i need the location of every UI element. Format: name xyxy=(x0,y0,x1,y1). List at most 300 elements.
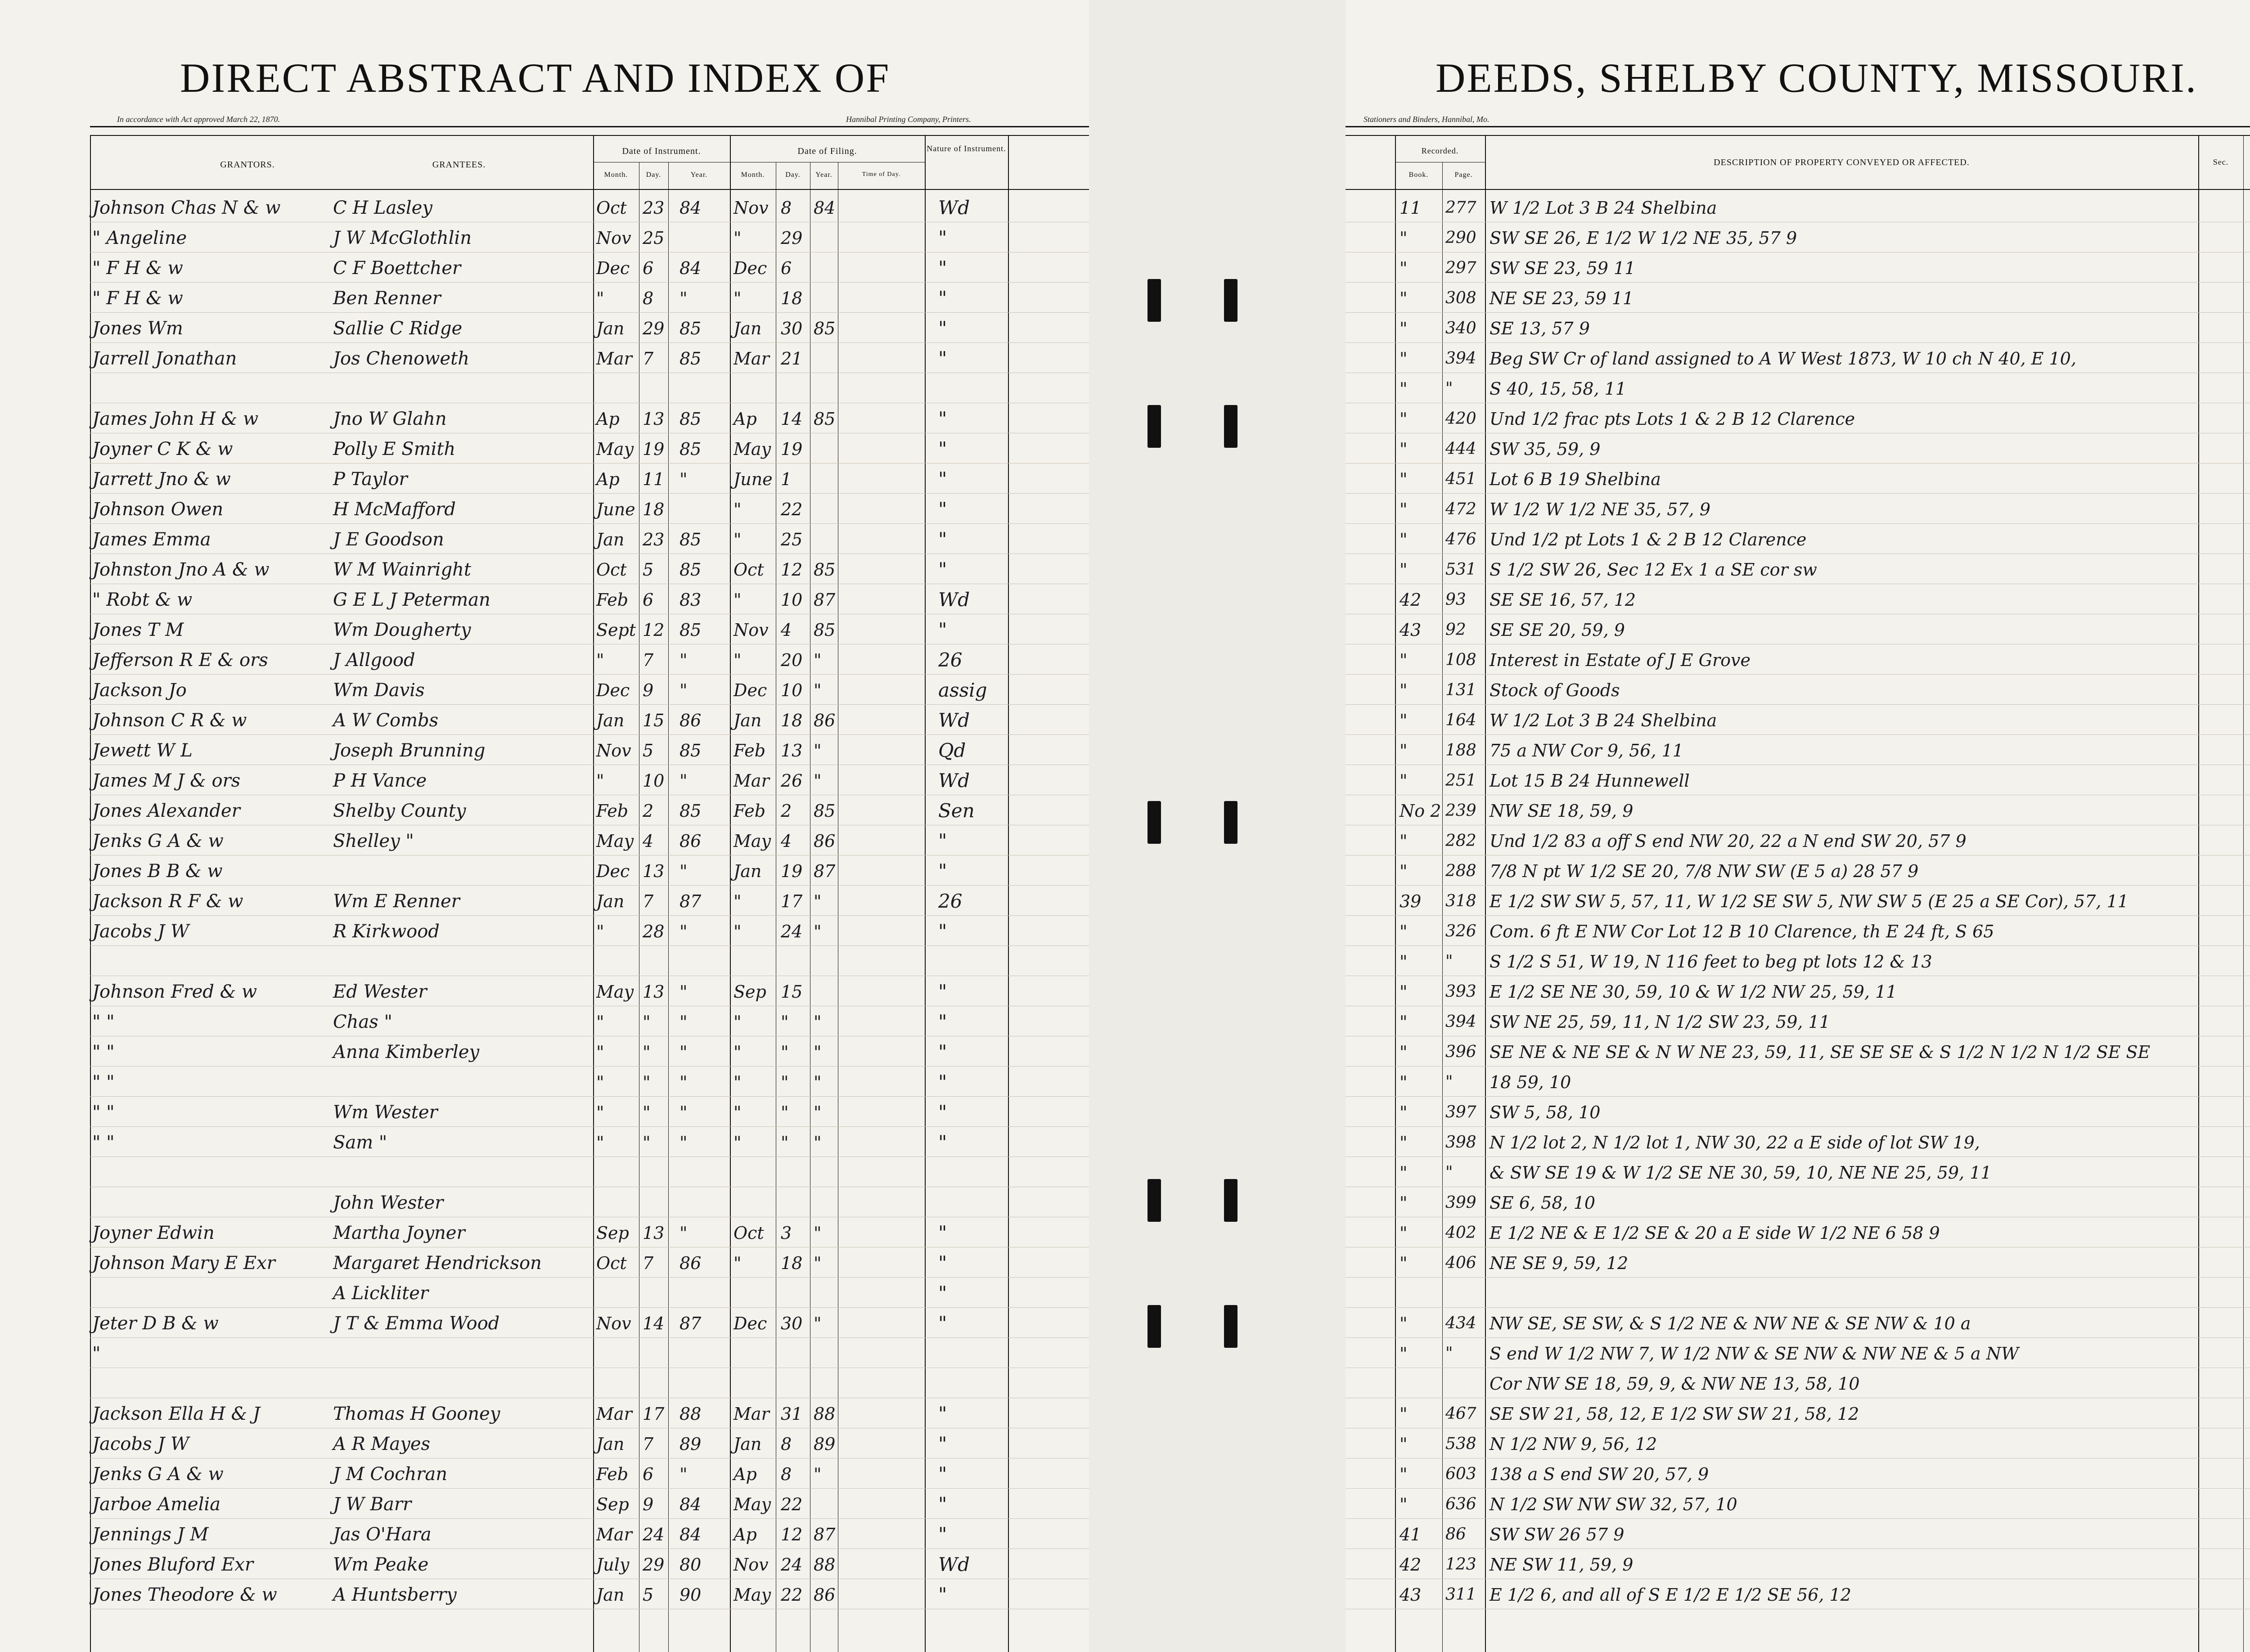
instrument-year-cell: " xyxy=(680,469,688,489)
page-cell: " xyxy=(1445,1073,1453,1091)
filing-day-cell: 2 xyxy=(781,801,792,821)
filing-month-cell: Jan xyxy=(734,1434,762,1454)
nature-cell: " xyxy=(938,1463,947,1485)
instrument-year-cell: " xyxy=(680,771,688,791)
grantor-cell: Johnson Chas N & w xyxy=(92,198,281,218)
instrument-year-cell: 85 xyxy=(680,530,702,549)
instrument-year-cell: 84 xyxy=(680,1494,702,1514)
book-cell: " xyxy=(1400,409,1408,429)
grantor-cell: James John H & w xyxy=(92,409,259,429)
instrument-month-cell: Oct xyxy=(596,1253,627,1273)
filing-month-cell: " xyxy=(734,922,742,941)
instrument-day-cell: 29 xyxy=(643,319,665,338)
instrument-year-cell: 84 xyxy=(680,198,702,218)
instrument-year-cell: " xyxy=(680,1072,688,1092)
filing-day-cell: 8 xyxy=(781,1434,792,1454)
instrument-day-cell: " xyxy=(643,1042,651,1062)
book-cell: " xyxy=(1400,1103,1408,1122)
page-cell: 538 xyxy=(1445,1435,1476,1453)
book-cell: No 2 xyxy=(1400,801,1441,821)
description-cell: N 1/2 lot 2, N 1/2 lot 1, NW 30, 22 a E side of lot SW 19, xyxy=(1490,1133,1980,1152)
page-cell: 340 xyxy=(1445,319,1476,338)
book-cell: " xyxy=(1400,469,1408,489)
filing-month-cell: Nov xyxy=(734,620,769,640)
nature-cell: " xyxy=(938,558,947,581)
filing-month-cell: Mar xyxy=(734,771,770,791)
page-cell: 326 xyxy=(1445,922,1476,941)
filing-month-cell: Jan xyxy=(734,319,762,338)
description-cell: SE 6, 58, 10 xyxy=(1490,1193,1596,1213)
grantor-cell: Joyner Edwin xyxy=(92,1223,215,1243)
instrument-year-cell: 87 xyxy=(680,891,702,911)
grantee-cell: Wm Peake xyxy=(333,1554,429,1575)
book-cell: 43 xyxy=(1400,620,1422,640)
filing-day-cell: " xyxy=(781,1072,789,1092)
instrument-day-cell: " xyxy=(643,1012,651,1032)
instrument-month-cell: Jan xyxy=(596,1434,625,1454)
page-cell: 93 xyxy=(1445,590,1466,609)
instrument-year-cell: 85 xyxy=(680,801,702,821)
filing-month-cell: Dec xyxy=(734,680,767,700)
page-cell: 308 xyxy=(1445,289,1476,307)
instrument-month-cell: Sep xyxy=(596,1223,629,1243)
instrument-day-cell: 13 xyxy=(643,1223,665,1243)
table-row xyxy=(1346,1520,2250,1549)
book-cell: " xyxy=(1400,771,1408,791)
table-row xyxy=(1346,1219,2250,1247)
instrument-day-cell: 7 xyxy=(643,349,654,369)
filing-day-cell: 19 xyxy=(781,439,803,459)
instrument-month-cell: July xyxy=(596,1555,630,1575)
book-gutter xyxy=(1089,0,1346,1652)
description-cell: 138 a S end SW 20, 57, 9 xyxy=(1490,1464,1709,1484)
table-row xyxy=(0,1279,1089,1308)
recorded-header: Recorded. xyxy=(1421,146,1459,155)
grantee-cell: J W Barr xyxy=(333,1494,412,1515)
table-row xyxy=(1346,797,2250,825)
instrument-year-cell: 86 xyxy=(680,831,702,851)
table-row xyxy=(0,555,1089,584)
table-row xyxy=(1346,1128,2250,1157)
grantee-cell: Shelley " xyxy=(333,831,414,851)
page-cell: 394 xyxy=(1445,349,1476,368)
description-cell: SE SE 20, 59, 9 xyxy=(1490,620,1625,640)
table-row xyxy=(0,887,1089,916)
nature-cell: 26 xyxy=(938,890,963,912)
filing-day-cell: 22 xyxy=(781,1494,803,1514)
book-cell: 41 xyxy=(1400,1525,1422,1544)
table-row xyxy=(0,374,1089,403)
book-cell: " xyxy=(1400,952,1408,972)
filing-day-cell: 6 xyxy=(781,258,792,278)
table-row xyxy=(1346,917,2250,946)
grantor-cell: " " xyxy=(92,1102,115,1123)
filing-day-cell: " xyxy=(781,1012,789,1032)
instrument-day-cell: 19 xyxy=(643,439,665,459)
grantor-cell: " " xyxy=(92,1012,115,1032)
page-cell: 397 xyxy=(1445,1103,1476,1121)
grantor-cell: " F H & w xyxy=(92,258,183,279)
page-cell: 188 xyxy=(1445,741,1476,760)
grantee-cell: C F Boettcher xyxy=(333,258,461,279)
grantor-cell: James M J & ors xyxy=(92,770,241,791)
book-cell: " xyxy=(1400,1344,1408,1364)
book-cell: " xyxy=(1400,1042,1408,1062)
book-cell: 42 xyxy=(1400,590,1422,610)
nature-cell: " xyxy=(938,860,947,882)
description-cell: W 1/2 W 1/2 NE 35, 57, 9 xyxy=(1490,500,1711,519)
page-cell: 277 xyxy=(1445,198,1476,217)
grantor-cell: Jennings J M xyxy=(92,1524,209,1545)
book-cell: " xyxy=(1400,439,1408,459)
book-cell: " xyxy=(1400,1253,1408,1273)
filing-year-cell: 89 xyxy=(814,1434,836,1454)
book-cell: " xyxy=(1400,1314,1408,1333)
table-row xyxy=(0,977,1089,1006)
instrument-day-cell: 17 xyxy=(643,1404,665,1424)
description-cell: 7/8 N pt W 1/2 SE 20, 7/8 NW SW (E 5 a) 28 57 9 xyxy=(1490,861,1919,881)
page-cell: 311 xyxy=(1445,1585,1476,1604)
nature-cell: " xyxy=(938,981,947,1003)
instrument-year-cell: 85 xyxy=(680,319,702,338)
book-cell: " xyxy=(1400,258,1408,278)
description-cell: E 1/2 6, and all of S E 1/2 E 1/2 SE 56, 12 xyxy=(1490,1585,1851,1605)
description-cell: SW SE 26, E 1/2 W 1/2 NE 35, 57 9 xyxy=(1490,228,1797,248)
filing-day-cell: 8 xyxy=(781,198,792,218)
instrument-day-cell: 4 xyxy=(643,831,654,851)
page-cell: 92 xyxy=(1445,621,1466,639)
page-cell: 402 xyxy=(1445,1224,1476,1242)
filing-day-cell: 30 xyxy=(781,319,803,338)
description-header: DESCRIPTION OF PROPERTY CONVEYED OR AFFECTED. xyxy=(1714,158,1970,167)
page-cell: 398 xyxy=(1445,1133,1476,1152)
table-row xyxy=(1346,947,2250,976)
instrument-month-cell: Sep xyxy=(596,1494,629,1514)
book-cell: " xyxy=(1400,319,1408,338)
instrument-day-cell: 23 xyxy=(643,198,665,218)
instrument-year-cell: 86 xyxy=(680,711,702,730)
grantee-cell: J M Cochran xyxy=(333,1464,448,1485)
table-row xyxy=(1346,616,2250,644)
instrument-day-cell: 10 xyxy=(643,771,665,791)
book-cell: " xyxy=(1400,379,1408,399)
book-cell: 39 xyxy=(1400,891,1422,911)
page-cell: 531 xyxy=(1445,560,1476,579)
grantee-cell: P Taylor xyxy=(333,469,408,490)
instrument-month-cell: Nov xyxy=(596,741,631,761)
filing-day-cell: 12 xyxy=(781,560,803,580)
filing-day-cell: 31 xyxy=(781,1404,803,1424)
nature-cell: " xyxy=(938,1101,947,1123)
grantee-cell: W M Wainright xyxy=(333,559,471,580)
grantee-cell: Chas " xyxy=(333,1012,392,1032)
book-cell: " xyxy=(1400,349,1408,369)
filing-year-cell: " xyxy=(814,680,822,700)
instrument-day-cell: 9 xyxy=(643,1494,654,1514)
grantee-cell: Martha Joyner xyxy=(333,1223,465,1243)
table-row xyxy=(0,917,1089,946)
instrument-year-cell: 84 xyxy=(680,1525,702,1544)
filing-month-cell: Jan xyxy=(734,861,762,881)
table-row xyxy=(1346,857,2250,886)
instrument-year-cell: 85 xyxy=(680,439,702,459)
page-cell: 282 xyxy=(1445,832,1476,850)
page-cell: 251 xyxy=(1445,771,1476,790)
filing-day-cell: 3 xyxy=(781,1223,792,1243)
grantor-cell: Jenks G A & w xyxy=(92,1464,224,1485)
table-row xyxy=(1346,374,2250,403)
description-cell: Com. 6 ft E NW Cor Lot 12 B 10 Clarence, th E 24 ft, S 65 xyxy=(1490,922,1994,941)
instrument-month-cell: Mar xyxy=(596,1525,632,1544)
nature-cell: " xyxy=(938,287,947,309)
description-cell: NW SE 18, 59, 9 xyxy=(1490,801,1634,821)
table-row xyxy=(0,1188,1089,1217)
instrument-month-cell: May xyxy=(596,439,634,459)
inst-day-header: Day. xyxy=(646,171,662,179)
filing-day-cell: 29 xyxy=(781,228,803,248)
instrument-year-cell: 86 xyxy=(680,1253,702,1273)
page-cell: 472 xyxy=(1445,500,1476,518)
filing-year-cell: 87 xyxy=(814,861,836,881)
table-row xyxy=(1346,646,2250,675)
filing-year-cell: 85 xyxy=(814,409,836,429)
filing-day-cell: 1 xyxy=(781,469,792,489)
sec-header: Sec. xyxy=(2213,158,2229,167)
filing-year-cell: 85 xyxy=(814,560,836,580)
book-cell: " xyxy=(1400,560,1408,580)
grantor-cell: Jones Theodore & w xyxy=(92,1584,277,1605)
instrument-month-cell: Nov xyxy=(596,228,631,248)
description-cell: SW 35, 59, 9 xyxy=(1490,439,1601,459)
table-row xyxy=(1346,1400,2250,1428)
instrument-year-cell: " xyxy=(680,1223,688,1243)
description-cell: S end W 1/2 NW 7, W 1/2 NW & SE NW & NW NE & 5 a NW xyxy=(1490,1344,2019,1364)
filing-month-cell: " xyxy=(734,650,742,670)
instrument-month-cell: Jan xyxy=(596,711,625,730)
instrument-year-cell: " xyxy=(680,922,688,941)
table-row xyxy=(0,465,1089,494)
table-row xyxy=(0,1158,1089,1187)
instrument-month-cell: Dec xyxy=(596,258,630,278)
grantees-header: GRANTEES. xyxy=(432,160,486,170)
description-cell: SW NE 25, 59, 11, N 1/2 SW 23, 59, 11 xyxy=(1490,1012,1830,1032)
filing-year-cell: " xyxy=(814,1464,822,1484)
date-instrument-header: Date of Instrument. xyxy=(622,146,701,156)
filing-day-cell: 19 xyxy=(781,861,803,881)
nature-cell: " xyxy=(938,1011,947,1033)
table-row xyxy=(1346,1309,2250,1338)
grantor-cell: Jarrett Jno & w xyxy=(92,469,231,490)
instrument-month-cell: Jan xyxy=(596,891,625,911)
filing-month-cell: " xyxy=(734,228,742,248)
instrument-year-cell: 87 xyxy=(680,1314,702,1333)
grantee-cell: J Allgood xyxy=(333,650,415,671)
instrument-year-cell: 85 xyxy=(680,349,702,369)
table-row xyxy=(1346,1369,2250,1398)
filing-day-cell: 17 xyxy=(781,891,803,911)
table-row xyxy=(1346,827,2250,855)
grantee-cell: Thomas H Gooney xyxy=(333,1404,500,1424)
filing-month-cell: " xyxy=(734,530,742,549)
instrument-day-cell: 6 xyxy=(643,1464,654,1484)
grantor-cell: Johnson Owen xyxy=(92,499,224,520)
nature-cell: " xyxy=(938,1071,947,1093)
book-cell: 42 xyxy=(1400,1555,1422,1575)
instrument-year-cell: " xyxy=(680,1464,688,1484)
table-row xyxy=(0,585,1089,614)
grantee-cell: Jas O'Hara xyxy=(333,1524,432,1545)
instrument-year-cell: 84 xyxy=(680,258,702,278)
filing-year-cell: 87 xyxy=(814,590,836,610)
grantor-cell: " " xyxy=(92,1072,115,1093)
table-row xyxy=(1346,736,2250,765)
instrument-month-cell: May xyxy=(596,831,634,851)
grantor-cell: Jackson Jo xyxy=(92,680,187,701)
grantor-cell: Jacobs J W xyxy=(92,921,189,942)
filing-year-cell: " xyxy=(814,741,822,761)
book-cell: " xyxy=(1400,982,1408,1002)
nature-cell: " xyxy=(938,257,947,279)
instrument-month-cell: " xyxy=(596,922,604,941)
nature-cell: " xyxy=(938,438,947,460)
grantor-cell: Johnson Fred & w xyxy=(92,981,257,1002)
inst-year-header: Year. xyxy=(690,171,708,179)
page-cell: 467 xyxy=(1445,1404,1476,1423)
page-cell: 420 xyxy=(1445,410,1476,428)
filing-month-cell: " xyxy=(734,891,742,911)
instrument-month-cell: " xyxy=(596,1042,604,1062)
description-cell: NE SW 11, 59, 9 xyxy=(1490,1555,1634,1575)
instrument-month-cell: Feb xyxy=(596,590,629,610)
table-row xyxy=(0,1460,1089,1489)
table-row xyxy=(1346,284,2250,313)
filing-month-cell: Oct xyxy=(734,560,764,580)
nature-cell: " xyxy=(938,1403,947,1425)
description-cell: SE 13, 57 9 xyxy=(1490,319,1590,338)
twp-header xyxy=(2243,158,2250,167)
table-row xyxy=(0,857,1089,886)
filing-month-cell: Ap xyxy=(734,1464,757,1484)
table-row xyxy=(1346,1580,2250,1609)
grantor-cell: Jones Alexander xyxy=(92,801,240,821)
page-cell: " xyxy=(1445,1163,1453,1182)
instrument-month-cell: Feb xyxy=(596,801,629,821)
grantee-cell: A Huntsberry xyxy=(333,1584,457,1605)
table-row xyxy=(0,1098,1089,1127)
nature-header: Nature of Instrument. xyxy=(927,144,1006,153)
instrument-day-cell: 7 xyxy=(643,1434,654,1454)
table-row xyxy=(0,314,1089,343)
description-cell: Beg SW Cr of land assigned to A W West 1873, W 10 ch N 40, E 10, xyxy=(1490,349,2077,369)
table-row xyxy=(0,284,1089,313)
filing-day-cell: " xyxy=(781,1133,789,1152)
inst-month-header: Month. xyxy=(604,171,628,179)
table-row xyxy=(1346,1098,2250,1127)
instrument-month-cell: Nov xyxy=(596,1314,631,1333)
filing-month-cell: May xyxy=(734,439,771,459)
filing-year-cell: 88 xyxy=(814,1404,836,1424)
filing-month-cell: Feb xyxy=(734,801,766,821)
right-ledger-page xyxy=(1346,0,2250,1652)
book-cell: " xyxy=(1400,1404,1408,1424)
file-day-header: Day. xyxy=(785,171,801,179)
filing-day-cell: 4 xyxy=(781,831,792,851)
grantor-cell: " Angeline xyxy=(92,228,187,248)
grantors-header: GRANTORS. xyxy=(220,160,275,170)
table-row xyxy=(0,344,1089,373)
filing-year-cell: 87 xyxy=(814,1525,836,1544)
instrument-month-cell: June xyxy=(596,500,635,519)
grantor-cell: Johnson Mary E Exr xyxy=(92,1253,275,1274)
instrument-year-cell: 85 xyxy=(680,560,702,580)
book-cell: " xyxy=(1400,1133,1408,1152)
instrument-year-cell: " xyxy=(680,680,688,700)
instrument-day-cell: 28 xyxy=(643,922,665,941)
filing-month-cell: June xyxy=(734,469,773,489)
table-row xyxy=(1346,676,2250,705)
grantor-cell: Jacobs J W xyxy=(92,1434,189,1454)
nature-cell: " xyxy=(938,528,947,550)
filing-year-cell: " xyxy=(814,1103,822,1122)
instrument-year-cell: 85 xyxy=(680,620,702,640)
instrument-month-cell: " xyxy=(596,1012,604,1032)
description-cell: N 1/2 SW NW SW 32, 57, 10 xyxy=(1490,1494,1737,1514)
filing-year-cell: " xyxy=(814,1072,822,1092)
description-cell: E 1/2 SE NE 30, 59, 10 & W 1/2 NW 25, 59, 11 xyxy=(1490,982,1897,1002)
filing-day-cell: 26 xyxy=(781,771,803,791)
instrument-month-cell: Oct xyxy=(596,560,627,580)
grantor-cell: Jones B B & w xyxy=(92,861,223,882)
time-of-day-header: Time of Day. xyxy=(862,171,901,178)
filing-day-cell: 18 xyxy=(781,288,803,308)
book-cell: " xyxy=(1400,922,1408,941)
filing-year-cell: 85 xyxy=(814,620,836,640)
filing-month-cell: Ap xyxy=(734,1525,757,1544)
page-cell: 444 xyxy=(1445,440,1476,458)
grantor-cell: Jarboe Amelia xyxy=(92,1494,220,1515)
filing-month-cell: Ap xyxy=(734,409,757,429)
grantee-cell: Sallie C Ridge xyxy=(333,318,463,339)
filing-day-cell: " xyxy=(781,1103,789,1122)
description-cell: N 1/2 NW 9, 56, 12 xyxy=(1490,1434,1657,1454)
filing-month-cell: " xyxy=(734,1133,742,1152)
filing-month-cell: May xyxy=(734,1494,771,1514)
description-cell: Interest in Estate of J E Grove xyxy=(1490,650,1750,670)
table-row xyxy=(0,1520,1089,1549)
instrument-month-cell: Jan xyxy=(596,1585,625,1605)
table-row xyxy=(1346,977,2250,1006)
instrument-month-cell: " xyxy=(596,1133,604,1152)
filing-day-cell: 15 xyxy=(781,982,803,1002)
nature-cell: " xyxy=(938,1131,947,1153)
instrument-day-cell: 23 xyxy=(643,530,665,549)
nature-cell: Wd xyxy=(938,709,970,731)
table-row xyxy=(0,194,1089,222)
filing-year-cell: 84 xyxy=(814,198,836,218)
table-row xyxy=(1346,1068,2250,1097)
table-row xyxy=(0,706,1089,735)
instrument-year-cell: 88 xyxy=(680,1404,702,1424)
description-cell: SE SW 21, 58, 12, E 1/2 SW SW 21, 58, 12 xyxy=(1490,1404,1859,1424)
filing-year-cell: " xyxy=(814,1133,822,1152)
filing-month-cell: Mar xyxy=(734,1404,770,1424)
instrument-day-cell: 6 xyxy=(643,590,654,610)
stationer-note: Stationers and Binders, Hannibal, Mo. xyxy=(1364,115,1490,124)
instrument-month-cell: Oct xyxy=(596,198,627,218)
page-cell: 108 xyxy=(1445,651,1476,669)
description-cell: S 1/2 SW 26, Sec 12 Ex 1 a SE cor sw xyxy=(1490,560,1817,580)
table-row xyxy=(1346,585,2250,614)
